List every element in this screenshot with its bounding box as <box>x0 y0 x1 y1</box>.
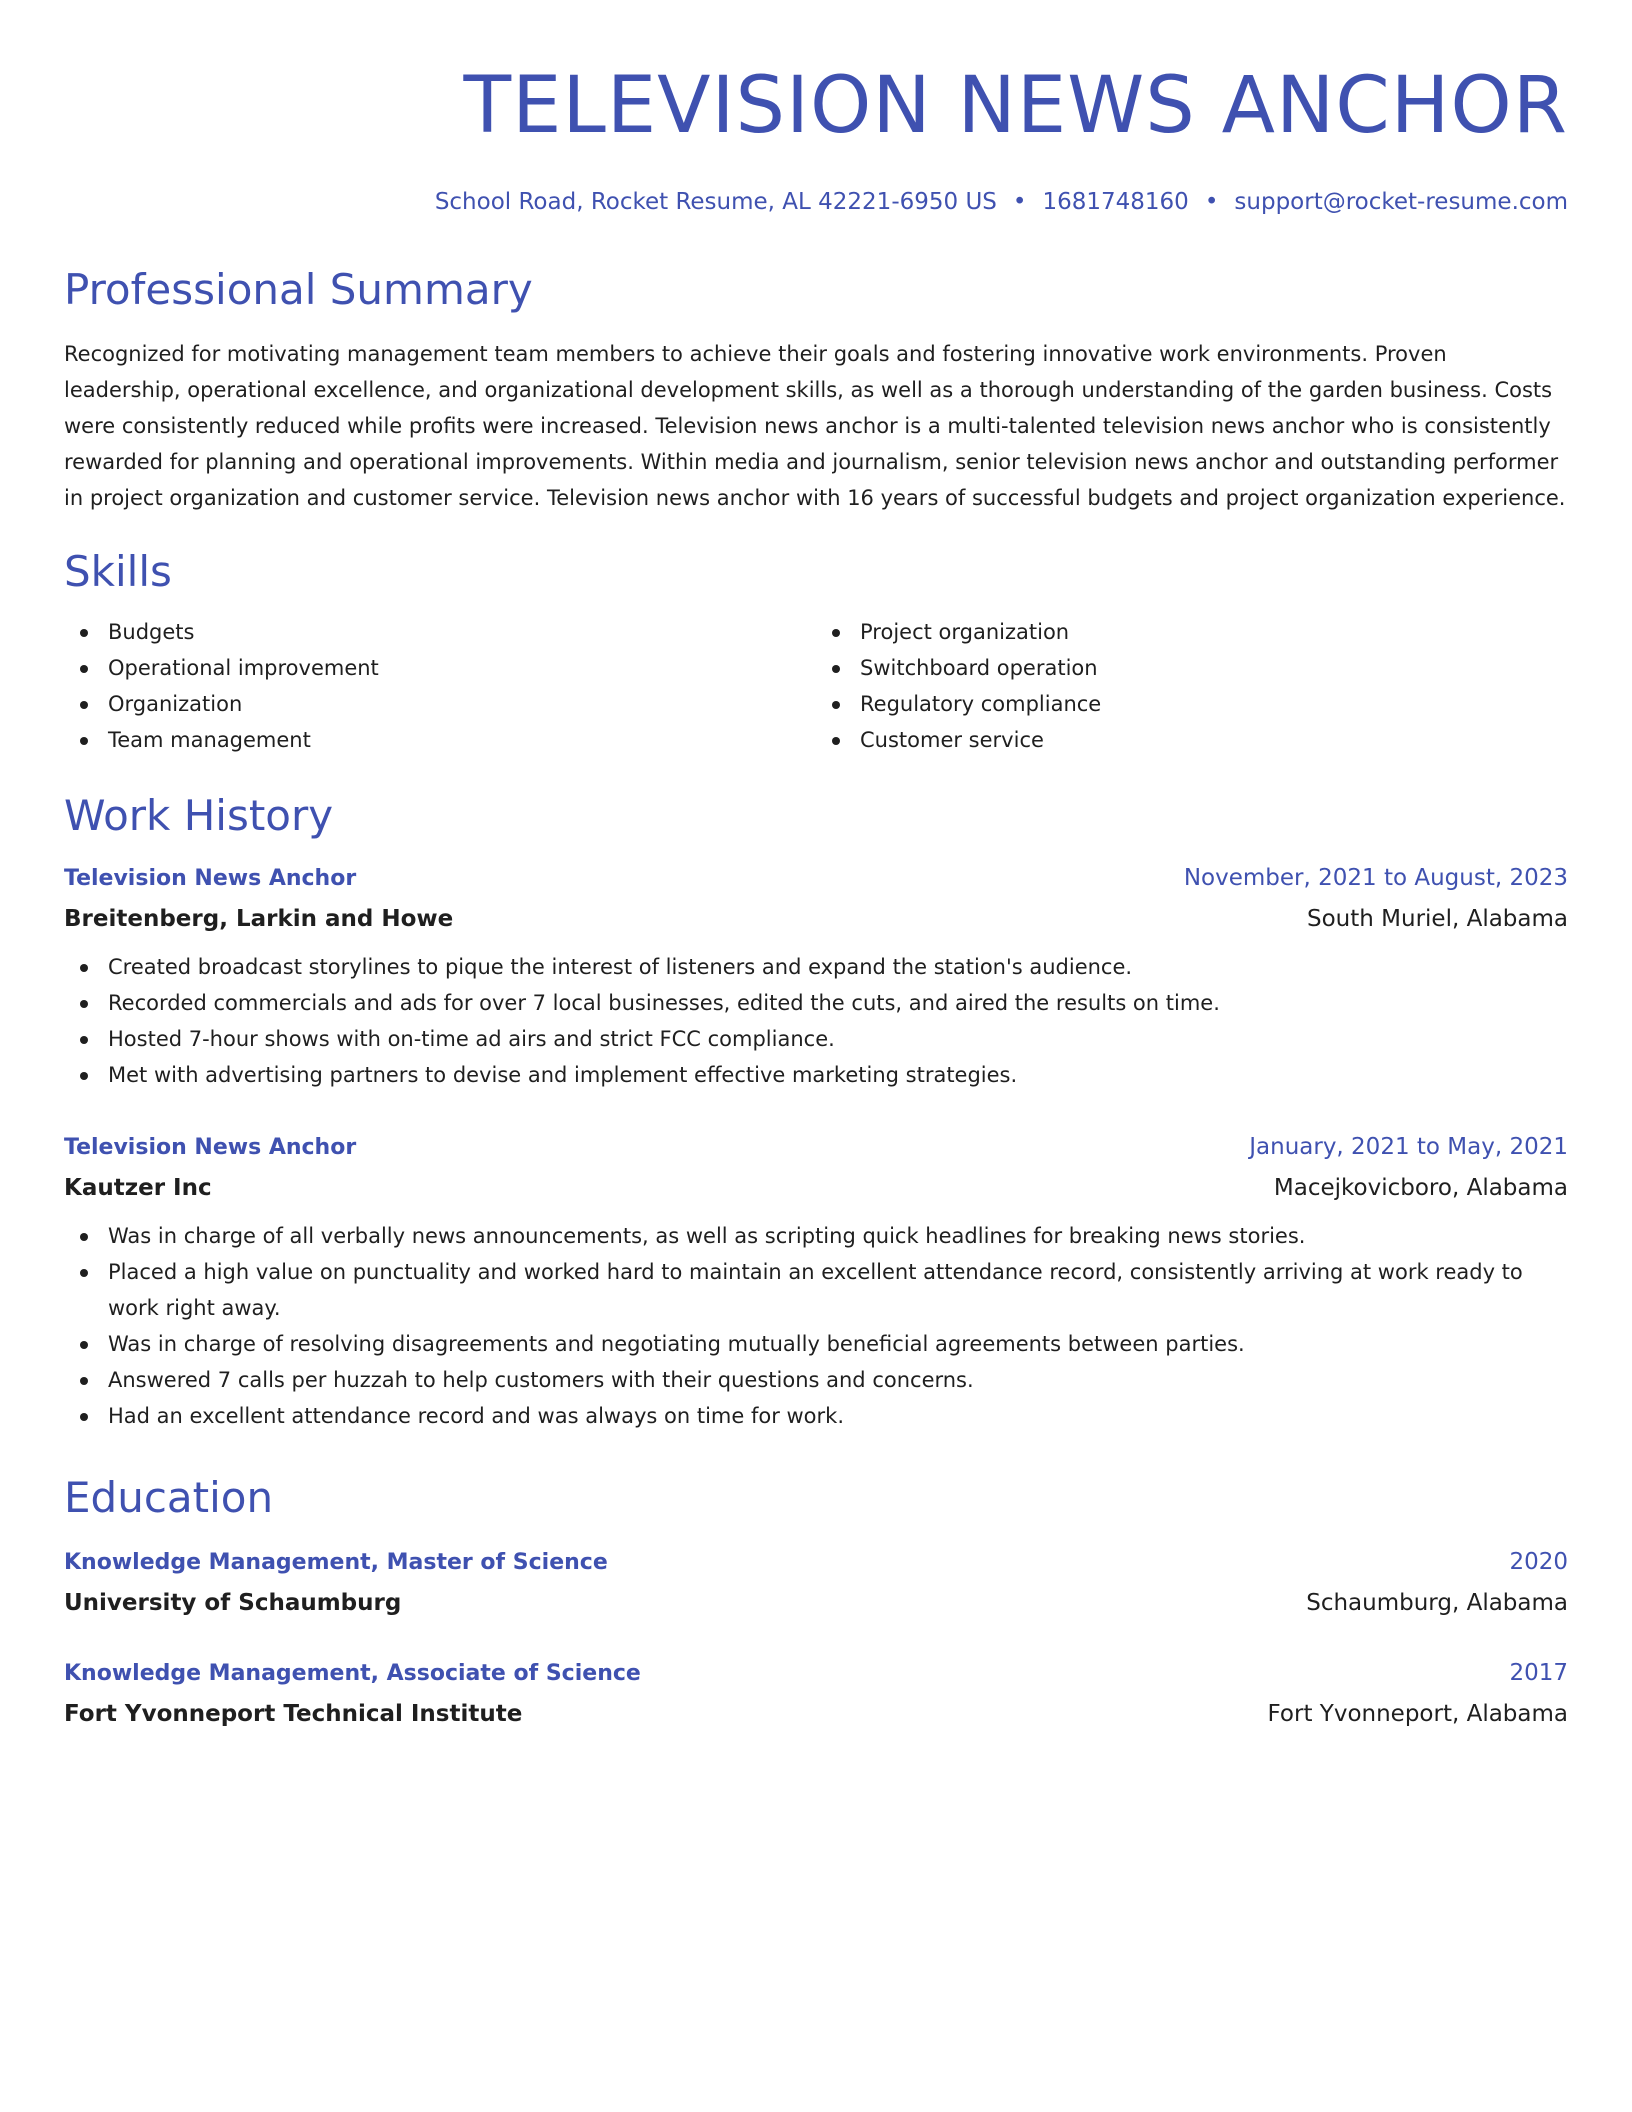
job-location: South Muriel, Alabama <box>1307 906 1568 932</box>
job-title: Television News Anchor <box>64 1135 357 1160</box>
email-link[interactable]: support@rocket-resume.com <box>1234 189 1568 215</box>
skill-item: Organization <box>64 686 816 722</box>
job-bullets <box>64 949 1568 1093</box>
job-entry <box>64 1127 1568 1434</box>
bullet-item: Was in charge of resolving disagreements and negotiating mutually beneficial agreements between parties. <box>64 1326 1568 1362</box>
separator-dot: • <box>1204 189 1219 215</box>
degree-title: Knowledge Management, Master of Science <box>64 1550 608 1575</box>
page-title: TELEVISION NEWS ANCHOR <box>463 61 1568 151</box>
job-employer-row <box>64 1168 1568 1208</box>
education-header-row <box>64 1542 1568 1583</box>
skill-item: Regulatory compliance <box>816 686 1568 722</box>
job-dates: November, 2021 to August, 2023 <box>1183 865 1568 891</box>
employer-name: Kautzer Inc <box>64 1175 212 1201</box>
education-header-row <box>64 1653 1568 1694</box>
school-name: Fort Yvonneport Technical Institute <box>64 1701 523 1727</box>
employer-name: Breitenberg, Larkin and Howe <box>64 906 454 932</box>
skills-list <box>64 614 1568 758</box>
section-title-skills: Skills <box>64 547 172 596</box>
skill-item: Switchboard operation <box>816 650 1568 686</box>
job-employer-row <box>64 899 1568 939</box>
education-school-row <box>64 1694 1568 1734</box>
address-text: School Road, Rocket Resume, AL 42221-6950 US <box>434 189 997 215</box>
skill-item: Operational improvement <box>64 650 816 686</box>
skill-item: Budgets <box>64 614 816 650</box>
separator-dot: • <box>1012 189 1027 215</box>
job-bullets <box>64 1218 1568 1434</box>
bullet-item: Hosted 7-hour shows with on-time ad airs and strict FCC compliance. <box>64 1021 1568 1057</box>
education-school-row <box>64 1583 1568 1623</box>
job-header-row <box>64 1127 1568 1168</box>
phone-text: 1681748160 <box>1042 189 1189 215</box>
skill-item: Project organization <box>816 614 1568 650</box>
bullet-item: Was in charge of all verbally news announcements, as well as scripting quick headlines for breaking news stories. <box>64 1218 1568 1254</box>
skills-column-right <box>816 614 1568 758</box>
graduation-year: 2017 <box>1509 1660 1568 1686</box>
degree-title: Knowledge Management, Associate of Science <box>64 1661 641 1686</box>
skill-item: Customer service <box>816 722 1568 758</box>
school-name: University of Schaumburg <box>64 1590 402 1616</box>
contact-line <box>64 186 1568 218</box>
job-header-row <box>64 858 1568 899</box>
section-title-work-history: Work History <box>64 791 334 840</box>
graduation-year: 2020 <box>1509 1549 1568 1575</box>
section-title-education: Education <box>64 1473 274 1522</box>
bullet-item: Met with advertising partners to devise and implement effective marketing strategies. <box>64 1057 1568 1093</box>
job-dates: January, 2021 to May, 2021 <box>1249 1134 1568 1160</box>
school-location: Fort Yvonneport, Alabama <box>1267 1701 1568 1727</box>
section-title-summary: Professional Summary <box>64 265 533 314</box>
job-entry <box>64 858 1568 1093</box>
job-title: Television News Anchor <box>64 866 357 891</box>
skill-item: Team management <box>64 722 816 758</box>
education-entry <box>64 1653 1568 1734</box>
bullet-item: Recorded commercials and ads for over 7 local businesses, edited the cuts, and aired the results on time. <box>64 985 1568 1021</box>
education-entry <box>64 1542 1568 1623</box>
job-location: Macejkovicboro, Alabama <box>1273 1175 1568 1201</box>
skills-column-left <box>64 614 816 758</box>
school-location: Schaumburg, Alabama <box>1306 1590 1568 1616</box>
bullet-item: Created broadcast storylines to pique the interest of listeners and expand the station's audience. <box>64 949 1568 985</box>
summary-text: Recognized for motivating management team members to achieve their goals and fostering innovative work environments. Proven leadership, operational excellence, and organizational development skills, as well as a thorough understanding of the garden business. Costs were consistently reduced while profits were increased. Television news anchor is a multi-talented television news anchor who is consistently rewarded for planning and operational improvements. Within media and journalism, senior television news anchor and outstanding performer in project organization and customer service. Television news anchor with 16 years of successful budgets and project organization experience. <box>64 342 1566 510</box>
bullet-item: Had an excellent attendance record and was always on time for work. <box>64 1398 1568 1434</box>
bullet-item: Answered 7 calls per huzzah to help customers with their questions and concerns. <box>64 1362 1568 1398</box>
bullet-item: Placed a high value on punctuality and worked hard to maintain an excellent attendance record, consistently arriving at work ready to work right away. <box>64 1254 1568 1326</box>
